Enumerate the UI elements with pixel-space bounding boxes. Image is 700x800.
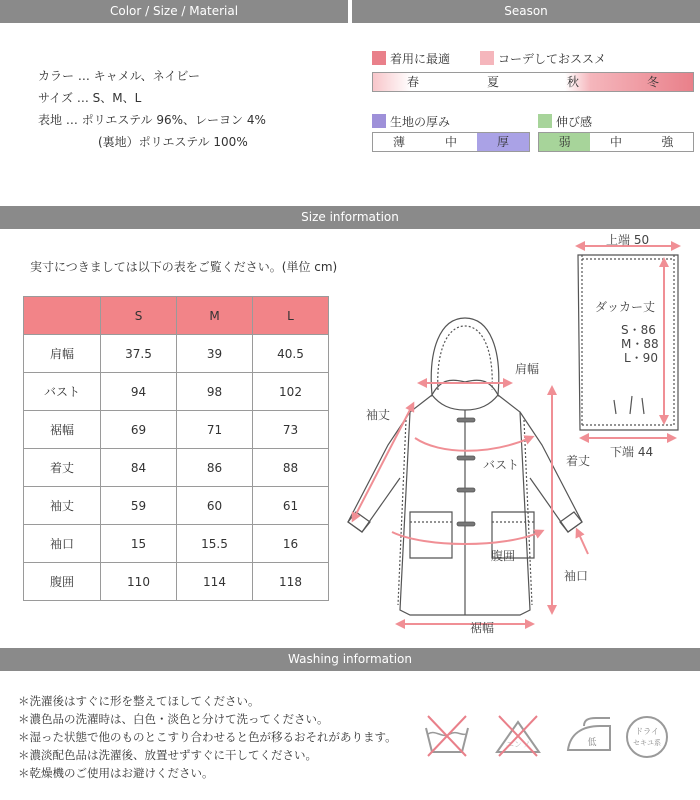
row-label: 袖丈 [24,487,101,525]
legend-best [372,50,450,67]
cell-s: 69 [101,411,177,449]
wash-note-5: ＊乾燥機のご使用はお避けください。 [18,766,214,780]
stretch-scale [538,132,694,152]
no-bleach-icon [493,712,543,762]
wash-note-2: ＊濃色品の洗濯時は、白色・淡色と分けて洗ってください。 [18,712,329,726]
cell-l: 16 [253,525,329,563]
spec-material: 表地 … ポリエステル 96%、レーヨン 4% [38,113,266,127]
legend-thickness-swatch [372,114,386,128]
cuff-arrow [578,532,588,554]
thickness-mid: 中 [444,135,457,149]
label-bust: バスト [483,458,520,472]
spec-color: カラー … キャメル、ネイビー [38,69,200,83]
size-col-l: L [253,297,329,335]
label-waist: 腹囲 [491,549,516,563]
bag-m: M・88 [621,337,659,351]
color-size-material-header: Color / Size / Material [0,0,348,23]
coat-diagram [340,310,590,640]
table-row [24,411,329,449]
wash-note-3: ＊湿った状態で他のものとこすり合わせると色が移るおそれがあります。 [18,730,397,744]
season-winter: 冬 [646,75,659,89]
table-row [24,487,329,525]
table-row [24,449,329,487]
bag-title: ダッカー丈 [595,300,656,314]
coat-left-pocket [410,512,452,558]
stretch-weak: 弱 [539,133,590,151]
dry-label-1: ドライ [635,727,659,736]
row-label: 着丈 [24,449,101,487]
bust-arrow [415,438,530,451]
cell-l: 61 [253,487,329,525]
size-note: 実寸につきましては以下の表をご覧ください。(単位 cm) [30,260,338,274]
spec-size: サイズ … S、M、L [38,91,142,105]
thickness-thin: 薄 [392,135,405,149]
bag-top-label: 上端 50 [606,233,650,247]
cell-s: 59 [101,487,177,525]
row-label: バスト [24,373,101,411]
size-col-m: M [177,297,253,335]
cell-l: 102 [253,373,329,411]
season-autumn: 秋 [566,75,579,89]
no-washtub-icon [422,712,472,762]
season-header: Season [352,0,700,23]
stretch-mid: 中 [609,135,622,149]
legend-best-label: 着用に最適 [390,52,451,66]
label-length: 着丈 [566,454,590,468]
waist-arrow [392,532,540,544]
table-row [24,335,329,373]
label-shoulder: 肩幅 [515,362,540,376]
label-hem: 裾幅 [470,621,495,635]
legend-best-swatch [372,51,386,65]
bag-bottom-label: 下端 44 [610,445,654,459]
stretch-strong: 強 [661,135,674,149]
cell-m: 71 [177,411,253,449]
thickness-thick: 厚 [477,133,529,151]
dry-clean-icon [624,714,670,760]
cell-l: 88 [253,449,329,487]
svg-text:エンソ: エンソ [506,740,530,749]
cell-l: 73 [253,411,329,449]
cell-m: 15.5 [177,525,253,563]
season-scale [372,72,694,92]
size-col-s: S [101,297,177,335]
legend-coord-swatch [480,51,494,65]
iron-low-label: 低 [587,738,597,748]
cell-l: 118 [253,563,329,601]
legend-stretch-swatch [538,114,552,128]
size-table [23,296,329,601]
cell-s: 15 [101,525,177,563]
table-row [24,563,329,601]
size-table-header [24,297,329,335]
cell-s: 94 [101,373,177,411]
season-spring: 春 [406,75,419,89]
row-label: 裾幅 [24,411,101,449]
row-label: 腹囲 [24,563,101,601]
cell-s: 110 [101,563,177,601]
bag-diagram [568,230,693,465]
iron-low-icon [562,714,618,760]
row-label: 袖口 [24,525,101,563]
table-row [24,373,329,411]
wash-note-4: ＊濃淡配色品は洗濯後、放置せずすぐに干してください。 [18,748,317,762]
legend-coord-label: コーデしておススメ [498,52,607,66]
cell-s: 84 [101,449,177,487]
dry-label-2: セキユ系 [633,739,661,747]
size-table-corner [24,297,101,335]
label-cuff: 袖口 [563,569,588,583]
legend-thickness-label: 生地の厚み [390,115,451,129]
legend-stretch-label: 伸び感 [556,115,593,129]
bag-l: L・90 [624,351,658,365]
legend-thickness [372,113,450,130]
table-row [24,525,329,563]
cell-m: 114 [177,563,253,601]
cell-s: 37.5 [101,335,177,373]
season-summer: 夏 [486,75,499,89]
cell-m: 39 [177,335,253,373]
label-sleeve: 袖丈 [366,408,391,422]
legend-coord [480,50,606,67]
wash-note-1: ＊洗濯後はすぐに形を整えてほしてください。 [18,694,260,708]
cell-m: 86 [177,449,253,487]
cell-m: 98 [177,373,253,411]
row-label: 肩幅 [24,335,101,373]
coat-left-sleeve [348,412,410,532]
size-information-header: Size information [0,206,700,229]
spec-lining: (裏地）ポリエステル 100% [98,135,248,149]
cell-m: 60 [177,487,253,525]
thickness-scale [372,132,530,152]
washing-information-header: Washing information [0,648,700,671]
cell-l: 40.5 [253,335,329,373]
legend-stretch [538,113,592,130]
bag-s: S・86 [621,323,656,337]
